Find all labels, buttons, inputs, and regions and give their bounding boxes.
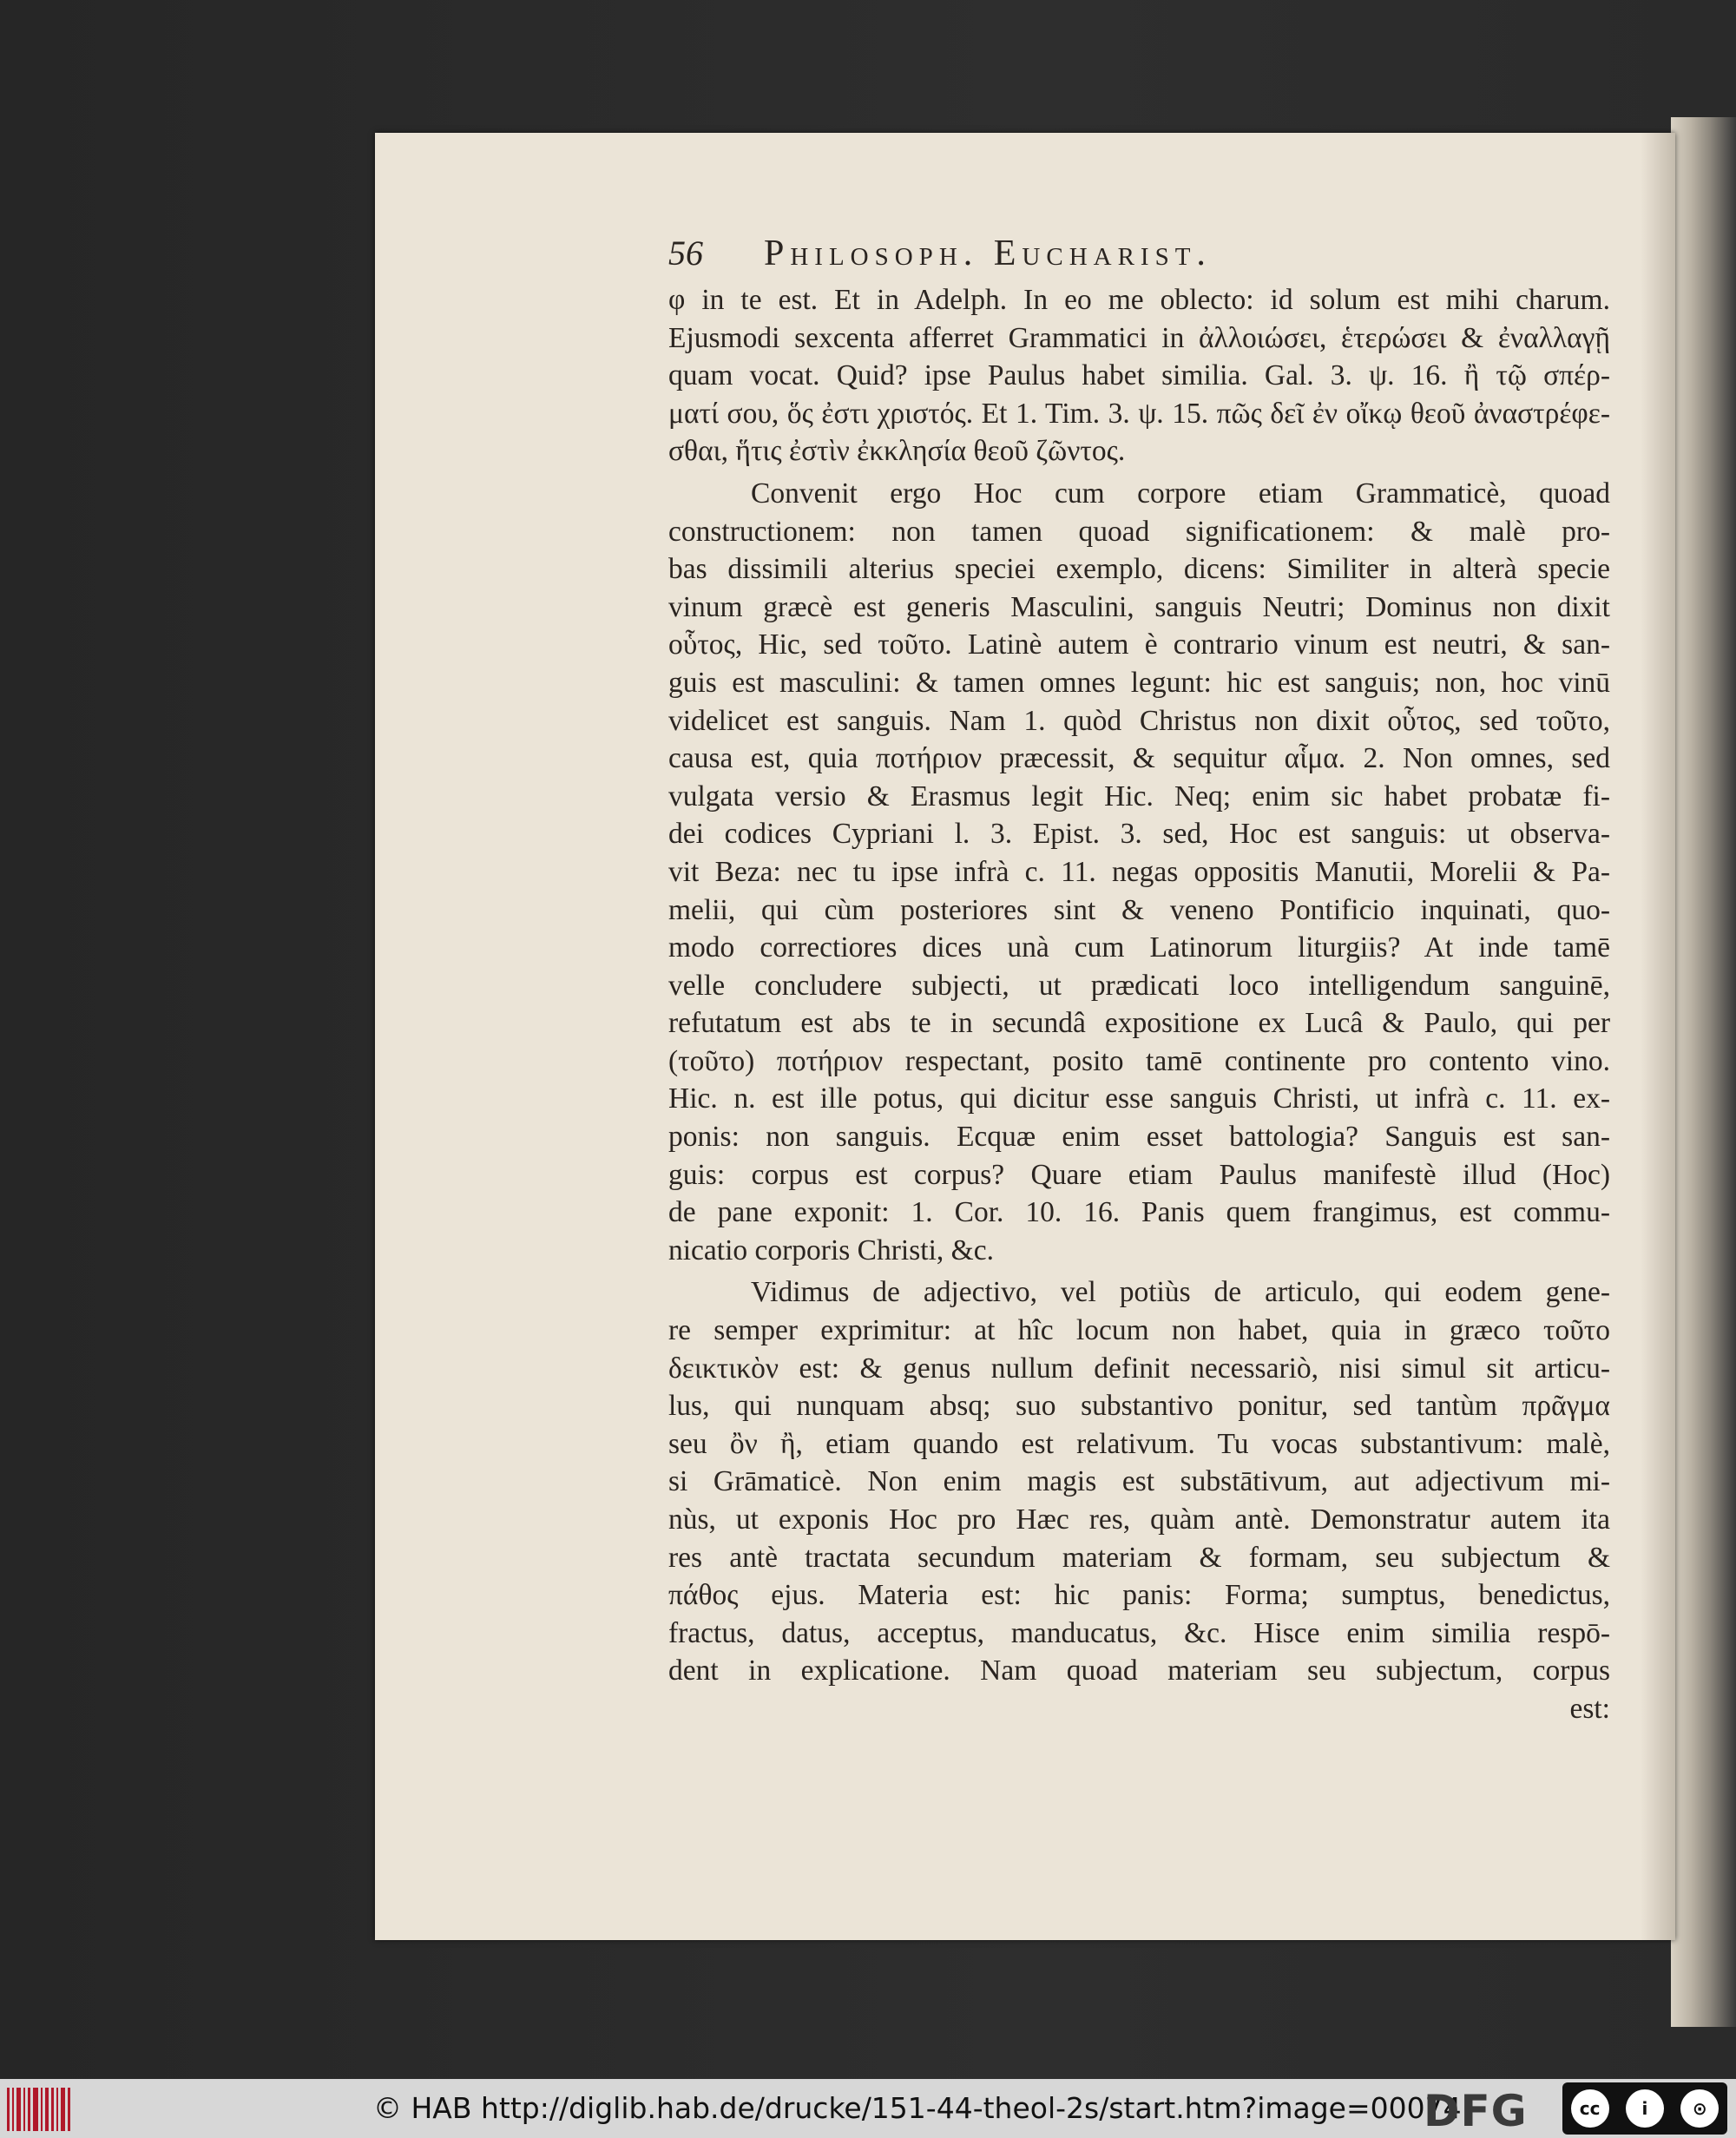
page-number: 56 (668, 234, 703, 273)
text-line: constructionem: non tamen quoad significationem: & malè pro- (668, 515, 1610, 548)
text-line: re semper exprimitur: at hîc locum non habet, quia in græco τοῦτο (668, 1314, 1610, 1347)
text-line: vulgata versio & Erasmus legit Hic. Neq; enim sic habet probatæ fi- (668, 780, 1610, 812)
dfg-logo: DFG (1424, 2086, 1528, 2136)
running-title: Philosoph. Eucharist. (764, 234, 1212, 273)
text-line: seu ὂν ἢ, etiam quando est relativum. Tu vocas substantivum: malè, (668, 1427, 1610, 1460)
by-icon: i (1626, 2089, 1664, 2128)
text-line: nùs, ut exponis Hoc pro Hæc res, quàm antè. Demonstratur autem ita (668, 1503, 1610, 1536)
text-line: bas dissimili alterius speciei exemplo, dicens: Similiter in alterà specie (668, 553, 1610, 586)
footer-bar (0, 2079, 1736, 2138)
barcode-bar (28, 2088, 30, 2131)
text-line: refutatum est abs te in secundâ expositione ex Lucâ & Paulo, qui per (668, 1007, 1610, 1040)
barcode-bar (23, 2088, 25, 2131)
text-line: quam vocat. Quid? ipse Paulus habet similia. Gal. 3. ψ. 16. ἢ τῷ σπέρ- (668, 359, 1610, 392)
text-line: est: (1569, 1692, 1610, 1725)
barcode-bar (12, 2088, 14, 2131)
text-line: δεικτικὸν est: & genus nullum definit necessariò, nisi simul sit articu- (668, 1352, 1610, 1385)
barcode-bar (41, 2088, 43, 2131)
text-line: dei codices Cypriani l. 3. Epist. 3. sed, Hoc est sanguis: ut observa- (668, 818, 1610, 851)
text-line: modo correctiores dices unà cum Latinorum liturgiis? At inde tamē (668, 931, 1610, 964)
text-line: velle concludere subjecti, ut prædicati loco intelligendum sanguinē, (668, 969, 1610, 1002)
page-header (668, 233, 1610, 281)
footer-url-text[interactable]: © HAB http://diglib.hab.de/drucke/151-44-theol-2s/start.htm?image=00074 (373, 2091, 1462, 2125)
text-line: fractus, datus, acceptus, manducatus, &c. Hisce enim similia respō- (668, 1616, 1610, 1649)
text-line: Vidimus de adjectivo, vel potiùs de articulo, qui eodem gene- (751, 1276, 1610, 1309)
barcode-bar (45, 2088, 49, 2131)
text-line: res antè tractata secundum materiam & formam, seu subjectum & (668, 1541, 1610, 1574)
text-line: si Grāmaticè. Non enim magis est substātivum, aut adjectivum mi- (668, 1465, 1610, 1498)
text-line: causa est, quia ποτήριον præcessit, & sequitur αἷμα. 2. Non omnes, sed (668, 742, 1610, 775)
text-line: φ in te est. Et in Adelph. In eo me oblecto: id solum est mihi charum. (668, 284, 1610, 316)
text-line: dent in explicatione. Nam quoad materiam seu subjectum, corpus (668, 1654, 1610, 1687)
text-line: vit Beza: nec tu ipse infrà c. 11. negas oppositis Manutii, Morelii & Pa- (668, 855, 1610, 888)
cc-license-badge[interactable] (1562, 2082, 1727, 2135)
barcode-bar (61, 2088, 65, 2131)
text-line: guis: corpus est corpus? Quare etiam Paulus manifestè illud (Hoc) (668, 1158, 1610, 1191)
barcode-bar (7, 2088, 10, 2131)
text-line: nicatio corporis Christi, &c. (668, 1233, 994, 1266)
book-page (375, 133, 1675, 1940)
text-line: Ejusmodi sexcenta afferret Grammatici in ἀλλοιώσει, ἑτερώσει & ἐναλλαγῇ (668, 321, 1610, 354)
barcode-bar (56, 2088, 58, 2131)
text-line: οὗτος, Hic, sed τοῦτο. Latinè autem è contrario vinum est neutri, & san- (668, 628, 1610, 661)
text-line: videlicet est sanguis. Nam 1. quòd Christus non dixit οὗτος, sed τοῦτο, (668, 704, 1610, 737)
text-line: (τοῦτο) ποτήριον respectant, posito tamē continente pro contento vino. (668, 1044, 1610, 1077)
text-line: σθαι, ἥτις ἐστὶν ἐκκλησία θεοῦ ζῶντος. (668, 435, 1126, 468)
cc-icon: cc (1571, 2089, 1609, 2128)
page-text (668, 233, 1610, 1728)
text-line: ματί σου, ὅς ἐστι χριστός. Et 1. Tim. 3. ψ. 15. πῶς δεῖ ἐν οἴκῳ θεοῦ ἀναστρέφε- (668, 397, 1610, 430)
text-line: lus, qui nunquam absq; suo substantivo ponitur, sed tantùm πρᾶγμα (668, 1390, 1610, 1423)
text-line: vinum græcè est generis Masculini, sanguis Neutri; Dominus non dixit (668, 590, 1610, 623)
book-edge (1671, 117, 1736, 2027)
text-line: πάθος ejus. Materia est: hic panis: Forma; sumptus, benedictus, (668, 1579, 1610, 1612)
text-line: ponis: non sanguis. Ecquæ enim esset battologia? Sanguis est san- (668, 1121, 1610, 1154)
sa-icon: ⊙ (1680, 2089, 1719, 2128)
text-line: guis est masculini: & tamen omnes legunt: hic est sanguis; non, hoc vinū (668, 666, 1610, 699)
text-line: Hic. n. est ille potus, qui dicitur esse sanguis Christi, ut infrà c. 11. ex- (668, 1082, 1610, 1115)
text-line: Convenit ergo Hoc cum corpore etiam Grammaticè, quoad (751, 477, 1610, 510)
barcode-bar (16, 2088, 21, 2131)
hab-barcode-logo (7, 2088, 75, 2131)
text-lines (668, 281, 1610, 1728)
text-line: melii, qui cùm posteriores sint & veneno Pontificio inquinati, quo- (668, 893, 1610, 926)
barcode-bar (51, 2088, 54, 2131)
text-line: de pane exponit: 1. Cor. 10. 16. Panis quem frangimus, est commu- (668, 1196, 1610, 1229)
barcode-bar (33, 2088, 38, 2131)
barcode-bar (68, 2088, 70, 2131)
